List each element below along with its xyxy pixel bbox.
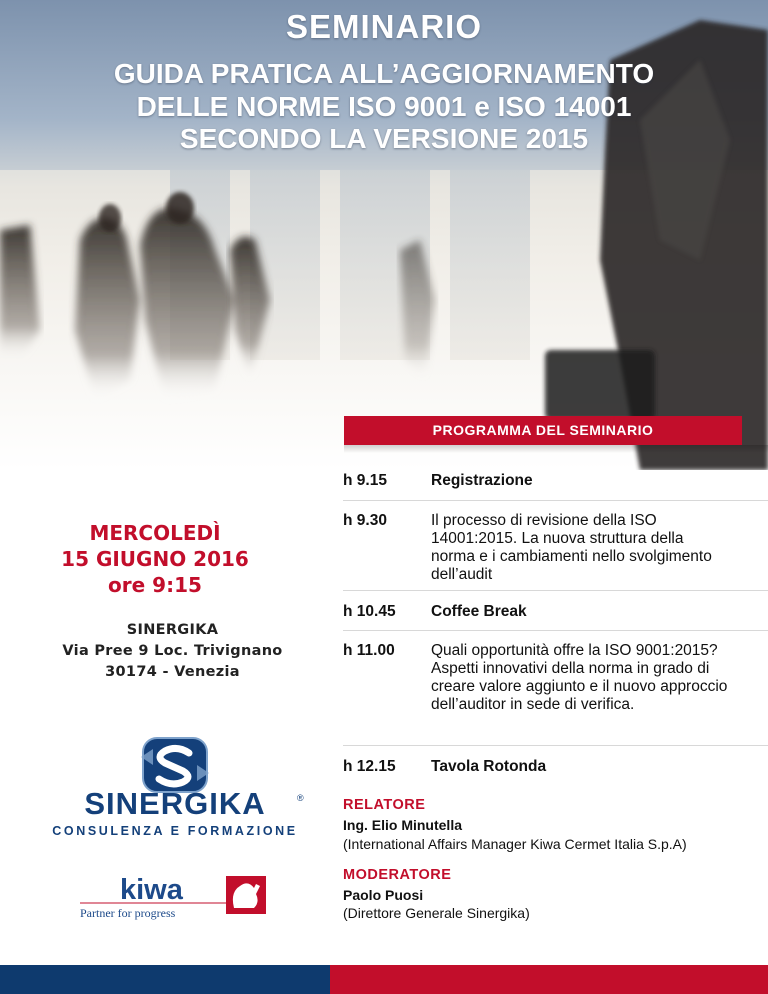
venue-address: Via Pree 9 Loc. Trivignano: [62, 643, 283, 659]
schedule-text: Coffee Break: [431, 603, 527, 620]
divider: [343, 590, 768, 591]
venue-block: [40, 620, 305, 683]
event-time: ore 9:15: [108, 573, 202, 597]
divider: [343, 630, 768, 631]
venue-city: 30174 - Venezia: [105, 664, 240, 680]
event-date-block: [40, 520, 270, 598]
svg-text:®: ®: [297, 793, 304, 803]
divider: [343, 500, 768, 501]
kiwa-logo: [80, 872, 270, 920]
schedule-time: h 12.15: [343, 758, 396, 775]
program-banner: PROGRAMMA DEL SEMINARIO: [344, 416, 742, 445]
schedule-text: Quali opportunità offre la ISO 9001:2015? Aspetti innovativi della norma in grado di creare valore aggiunto e il nuovo approccio dell’auditor in sede di verifica.: [431, 642, 728, 713]
program-banner-shadow: [344, 445, 768, 453]
title-line-2: DELLE NORME ISO 9001 e ISO 14001: [136, 91, 632, 122]
title-line-3: SECONDO LA VERSIONE 2015: [179, 123, 589, 154]
seminar-label: SEMINARIO: [285, 8, 482, 45]
footer-bar-blue: [0, 965, 330, 994]
schedule-time: h 9.30: [343, 512, 387, 529]
sinergika-logo: [44, 735, 306, 845]
schedule-time: h 9.15: [343, 472, 387, 489]
event-date: 15 GIUGNO 2016: [61, 547, 249, 571]
speaker-detail: (International Affairs Manager Kiwa Cermet Italia S.p.A): [343, 836, 687, 852]
title-line-1: GUIDA PRATICA ALL’AGGIORNAMENTO: [113, 58, 655, 89]
venue-name: SINERGIKA: [126, 622, 219, 638]
sinergika-tagline: CONSULENZA E FORMAZIONE: [52, 824, 298, 838]
sinergika-wordmark: SINERGIKA: [84, 786, 266, 821]
sinergika-emblem-icon: [44, 735, 306, 845]
schedule-time: h 10.45: [343, 603, 396, 620]
speaker-name: Ing. Elio Minutella: [343, 817, 462, 833]
speaker-role: RELATORE: [343, 797, 426, 813]
moderator-name: Paolo Puosi: [343, 887, 424, 903]
schedule-text: Il processo di revisione della ISO 14001:2015. La nuova struttura della norma e i cambiamenti nello svolgimento dell’audit: [431, 512, 712, 583]
moderator-detail: (Direttore Generale Sinergika): [343, 905, 530, 921]
moderator-role: MODERATORE: [343, 867, 452, 883]
kiwa-emblem-icon: [80, 872, 270, 920]
schedule-text: Registrazione: [431, 472, 533, 489]
schedule-time: h 11.00: [343, 642, 395, 659]
divider: [343, 745, 768, 746]
event-day: MERCOLEDÌ: [89, 521, 221, 545]
schedule-text: Tavola Rotonda: [431, 758, 547, 775]
kiwa-tagline: Partner for progress: [80, 906, 176, 920]
kiwa-wordmark: kiwa: [120, 874, 183, 906]
footer-bar-red: [330, 965, 768, 994]
